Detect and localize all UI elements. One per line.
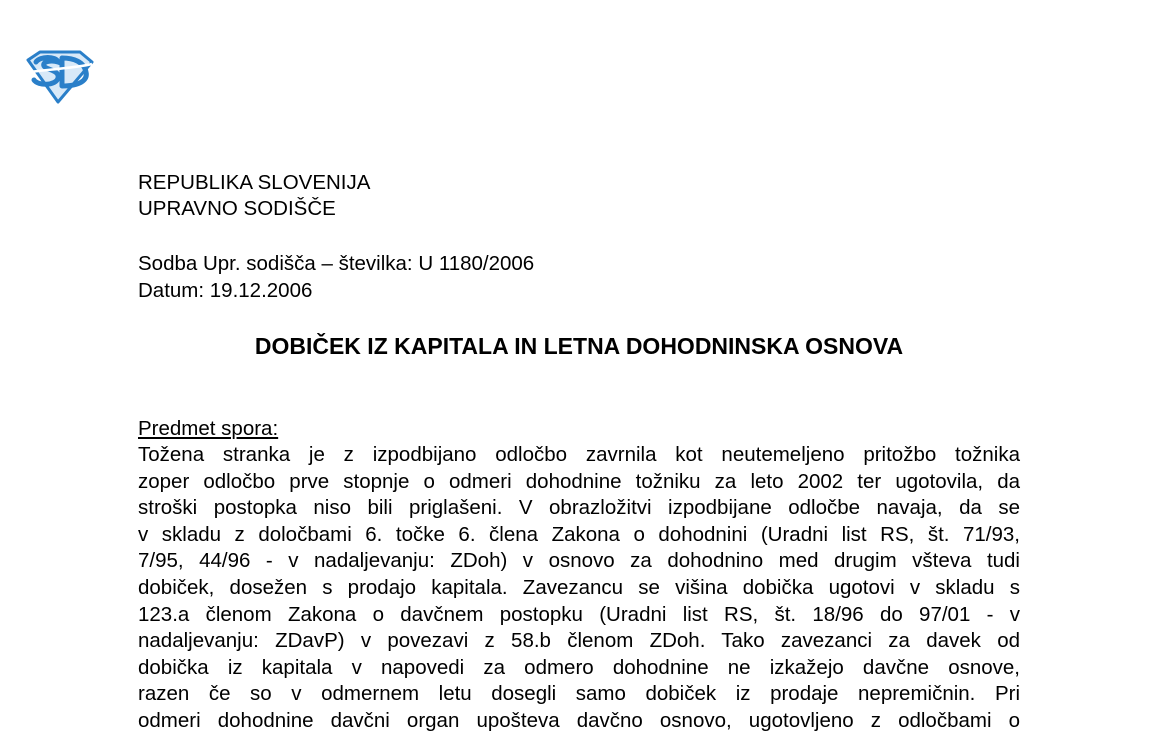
case-reference xyxy=(138,250,534,304)
country-name: REPUBLIKA SLOVENIJA xyxy=(138,171,371,194)
body-line: dobička iz kapitala v napovedi za odmero dohodnine ne izkažejo davčne osnove, xyxy=(138,655,1020,679)
body-line: 123.a členom Zakona o davčnem postopku (Uradni list RS, št. 18/96 do 97/01 - v xyxy=(138,602,1020,626)
section-body xyxy=(138,442,1020,735)
body-line: dobiček, dosežen s prodajo kapitala. Zavezancu se višina dobička ugotovi v skladu s xyxy=(138,575,1020,599)
body-line: razen če so v odmernem letu dosegli samo dobiček iz prodaje nepremičnin. Pri xyxy=(138,682,1020,706)
case-date: Datum: 19.12.2006 xyxy=(138,279,313,302)
body-line: zoper odločbo prve stopnje o odmeri dohodnine tožniku za leto 2002 ter ugotovila, da xyxy=(138,469,1020,493)
body-line: v skladu z določbami 6. točke 6. člena Zakona o dohodnini (Uradni list RS, št. 71/93, xyxy=(138,522,1020,546)
court-name: UPRAVNO SODIŠČE xyxy=(138,197,336,220)
body-line: Tožena stranka je z izpodbijano odločbo zavrnila kot neutemeljeno pritožbo tožnika xyxy=(138,443,1020,466)
body-line: odmeri dohodnine davčni organ upošteva davčno osnovo, ugotovljeno z odločbami o xyxy=(138,708,1020,732)
court-emblem-icon xyxy=(22,50,96,104)
case-number: Sodba Upr. sodišča – številka: U 1180/2006 xyxy=(138,252,535,275)
body-line: 7/95, 44/96 - v nadaljevanju: ZDoh) v osnovo za dohodnino med drugim všteva tudi xyxy=(138,549,1020,573)
court-header xyxy=(138,170,370,222)
body-line: nadaljevanju: ZDavP) v povezavi z 58.b členom ZDoh. Tako zavezanci za davek od xyxy=(138,629,1020,653)
document-title: DOBIČEK IZ KAPITALA IN LETNA DOHODNINSKA OSNOVA xyxy=(254,333,904,359)
section-heading: Predmet spora: xyxy=(138,417,279,440)
body-line: stroški postopka niso bili priglašeni. V obrazložitvi izpodbijane odločbe navaja, da se xyxy=(138,496,1020,520)
